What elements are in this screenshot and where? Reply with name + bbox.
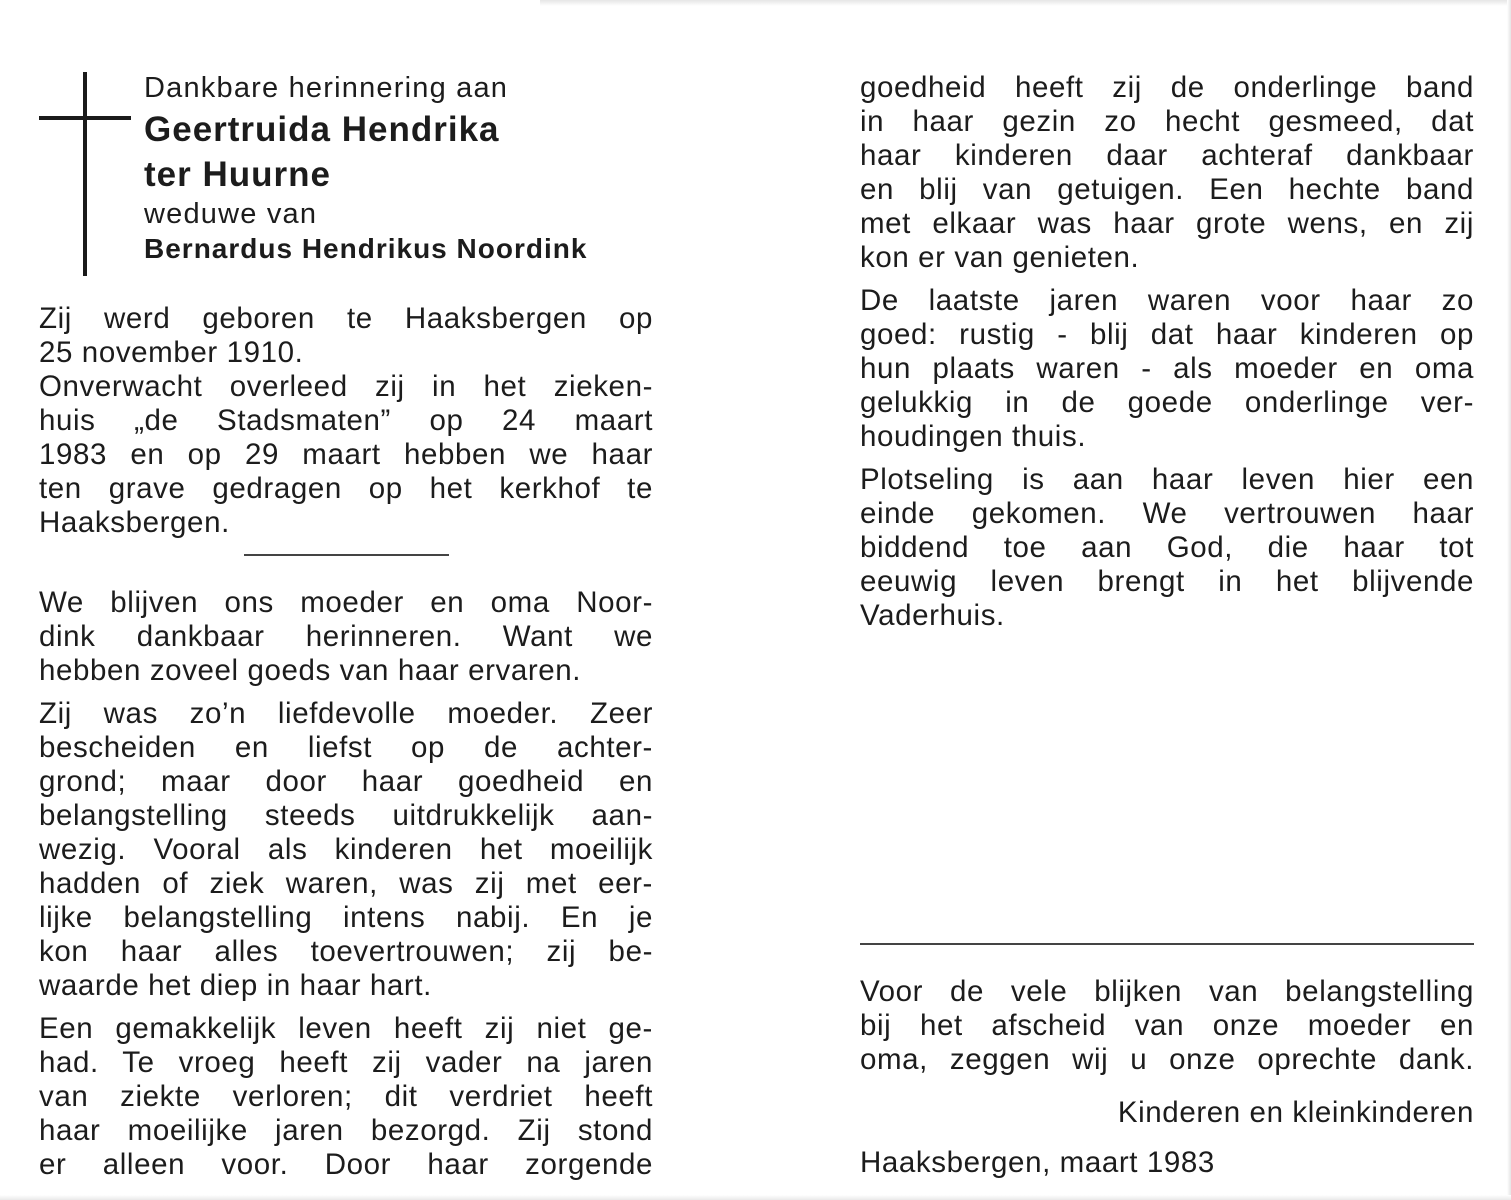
paper-edge-right [1507, 0, 1511, 1200]
text-line: goed: rustig - blij dat haar kinderen op [860, 318, 1474, 351]
family-paragraph [860, 71, 1474, 275]
farewell-paragraph [860, 463, 1474, 633]
text-line: grond; maar door haar goedheid en [39, 765, 653, 798]
text-line: oma, zeggen wij u onze oprechte dank. [860, 1043, 1474, 1076]
text-line: en blij van getuigen. Een hechte band [860, 173, 1474, 206]
text-line: bescheiden en liefst op de achter- [39, 731, 653, 764]
place-date: Haaksbergen, maart 1983 [860, 1146, 1215, 1179]
paper-edge-bottom [0, 1195, 1511, 1200]
text-line: eeuwig leven brengt in het blijvende [860, 565, 1474, 598]
text-line: We blijven ons moeder en oma Noor- [39, 586, 653, 619]
text-line: Plotseling is aan haar leven hier een [860, 463, 1474, 496]
life-paragraph [39, 1012, 653, 1182]
text-line: huis „de Stadsmaten” op 24 maart [39, 404, 653, 437]
text-line: hebben zoveel goeds van haar ervaren. [39, 654, 582, 687]
text-line: Onverwacht overleed zij in het zieken- [39, 370, 653, 403]
text-line: had. Te vroeg heeft zij vader na jaren [39, 1046, 653, 1079]
deceased-name-line1: Geertruida Hendrika [144, 110, 500, 149]
text-line: wezig. Vooral als kinderen het moeilijk [39, 833, 653, 866]
text-line: ten grave gedragen op het kerkhof te [39, 472, 653, 505]
text-line: Vaderhuis. [860, 599, 1005, 632]
text-line: einde gekomen. We vertrouwen haar [860, 497, 1474, 530]
text-line: Een gemakkelijk leven heeft zij niet ge- [39, 1012, 653, 1045]
remembrance-paragraph [39, 586, 653, 688]
text-line: Haaksbergen. [39, 506, 230, 539]
memorial-header [144, 70, 664, 266]
widow-of-label: weduwe van [144, 198, 318, 230]
thanks-paragraph [860, 975, 1474, 1077]
text-line: haar moeilijke jaren bezorgd. Zij stond [39, 1114, 653, 1147]
text-line: haar kinderen daar achteraf dankbaar [860, 139, 1474, 172]
cross-horizontal-bar [39, 116, 131, 120]
memorial-intro: Dankbare herinnering aan [144, 72, 509, 104]
text-line: in haar gezin zo hecht gesmeed, dat [860, 105, 1474, 138]
divider-left [244, 554, 449, 556]
text-line: gelukkig in de goede onderlinge ver- [860, 386, 1474, 419]
character-paragraph [39, 697, 653, 1003]
text-line: kon haar alles toevertrouwen; zij be- [39, 935, 653, 968]
text-line: hun plaats waren - als moeder en oma [860, 352, 1474, 385]
text-line: er alleen voor. Door haar zorgende [39, 1148, 653, 1181]
text-line: kon er van genieten. [860, 241, 1140, 274]
text-line: Voor de vele blijken van belangstelling [860, 975, 1474, 1008]
text-line: belangstelling steeds uitdrukkelijk aan- [39, 799, 653, 832]
text-line: Zij was zo’n liefdevolle moeder. Zeer [39, 697, 653, 730]
text-line: Zij werd geboren te Haaksbergen op [39, 302, 653, 335]
text-line: houdingen thuis. [860, 420, 1087, 453]
text-line: De laatste jaren waren voor haar zo [860, 284, 1474, 317]
spouse-name: Bernardus Hendrikus Noordink [144, 233, 588, 264]
signature: Kinderen en kleinkinderen [1117, 1096, 1474, 1129]
birth-death-paragraph [39, 302, 653, 540]
text-line: biddend toe aan God, die haar tot [860, 531, 1474, 564]
text-line: 25 november 1910. [39, 336, 304, 369]
text-line: hadden of ziek waren, was zij met eer- [39, 867, 653, 900]
text-line: bij het afscheid van onze moeder en [860, 1009, 1474, 1042]
text-line: 1983 en op 29 maart hebben we haar [39, 438, 653, 471]
text-line: dink dankbaar herinneren. Want we [39, 620, 653, 653]
text-line: met elkaar was haar grote wens, en zij [860, 207, 1474, 240]
last-years-paragraph [860, 284, 1474, 454]
text-line: van ziekte verloren; dit verdriet heeft [39, 1080, 653, 1113]
deceased-name-line2: ter Huurne [144, 155, 331, 194]
text-line: goedheid heeft zij de onderlinge band [860, 71, 1474, 104]
right-column [860, 71, 1474, 642]
text-line: lijke belangstelling intens nabij. En je [39, 901, 653, 934]
left-column [39, 302, 653, 1191]
text-line: waarde het diep in haar hart. [39, 969, 432, 1002]
paper-edge-top [540, 0, 1511, 6]
cross-vertical-bar [83, 72, 87, 276]
divider-right [860, 943, 1474, 945]
